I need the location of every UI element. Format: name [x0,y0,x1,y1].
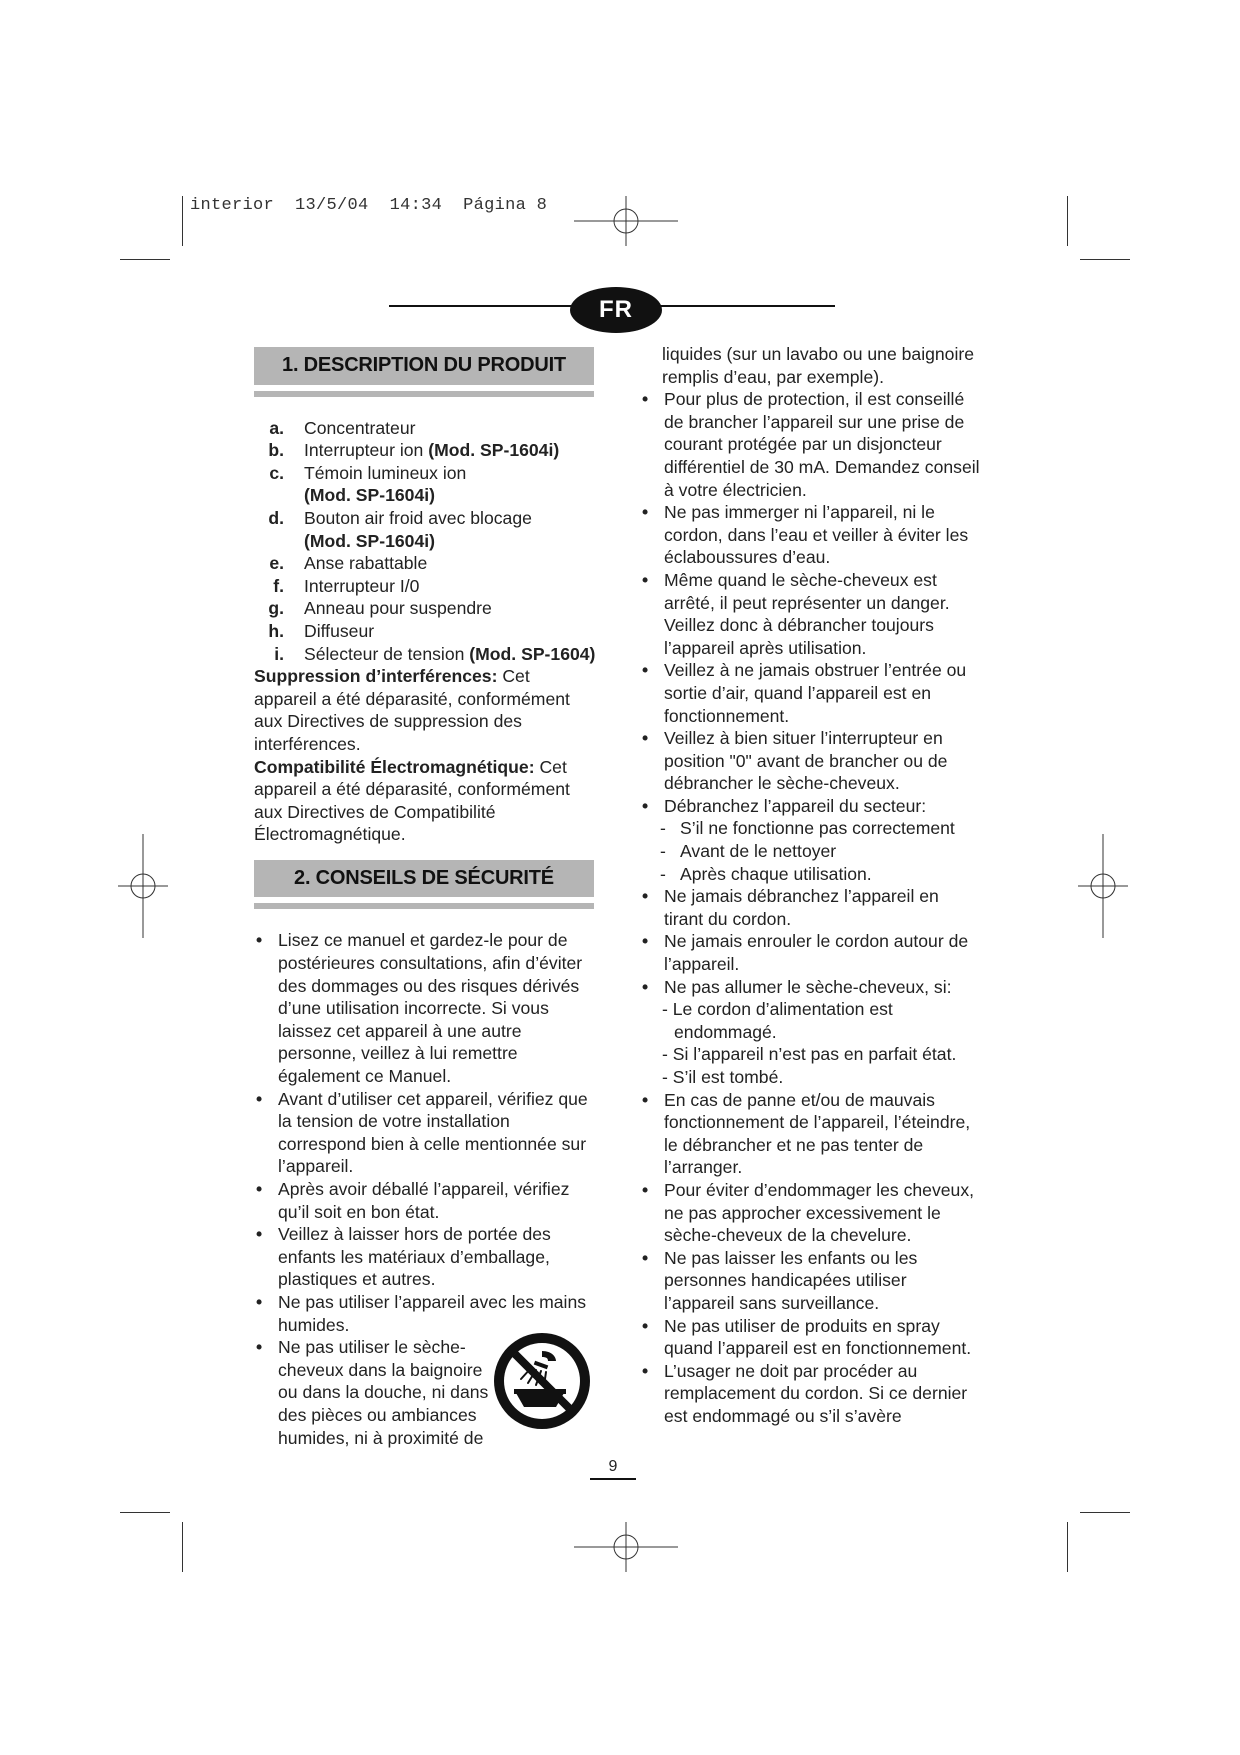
list-item: • Après avoir déballé l’appareil, vérifiez qu’il soit en bon état. [256,1179,570,1222]
list-item: a. Concentrateur [269,417,416,438]
registration-mark-icon [118,834,168,938]
safety-list-right [640,388,980,1427]
product-parts-list [254,417,594,666]
slug-file: interior [190,196,275,215]
list-item: • Veillez à bien situer l’interrupteur en position "0" avant de brancher ou de débrancher le sèche-cheveux. [642,728,948,794]
list-item: c. Témoin lumineux ion (Mod. SP-1604i) [269,462,467,506]
continuation-text: liquides (sur un lavabo ou une baignoire remplis d’eau, par exemple). [662,344,975,387]
interference-paragraph: Suppression d’interférences: Cet appareil a été déparasité, conformément aux Directives de suppression des interférences. [254,666,570,754]
list-item: - S’il ne fonctionne pas correctement [660,818,955,839]
list-item: • Ne pas laisser les enfants ou les personnes handicapées utiliser l’appareil sans surveillance. [642,1247,918,1313]
list-item: • Ne pas utiliser de produits en spray quand l’appareil est en fonctionnement. [642,1315,972,1359]
list-item: • Veillez à laisser hors de portée des enfants les matériaux d’emballage, plastiques et autres. [256,1224,551,1290]
page-number: 9 [590,1458,636,1480]
list-item: - S’il est tombé. [662,1067,784,1087]
list-item: • Lisez ce manuel et gardez-le pour de postérieures consultations, afin d’éviter des dommages ou des risques dérivés d’une utilisation incorrecte. Si vous laissez cet appareil à une autre personne, veillez à lui remettre également ce Manuel. [256,930,583,1087]
slug-page: Página 8 [463,196,548,215]
emc-paragraph: Compatibilité Électromagnétique: Cet appareil a été déparasité, conformément aux Directives de Compatibilité Électromagnétique. [254,756,570,845]
right-column [640,343,980,1428]
list-item: b. Interrupteur ion (Mod. SP-1604i) [268,440,560,461]
print-slug [190,196,547,215]
list-item: - Avant de le nettoyer [660,841,837,862]
slug-date: 13/5/04 [295,196,369,215]
list-item: • Avant d’utiliser cet appareil, vérifiez que la tension de votre installation correspond bien à celle mentionnée sur l’appareil. [256,1088,588,1177]
list-item: - Après chaque utilisation. [660,863,872,884]
crop-mark [1067,196,1068,246]
left-column [254,347,594,1449]
crop-mark [1080,259,1130,260]
list-item: - Si l’appareil n’est pas en parfait état. [662,1044,957,1065]
list-item: • Débranchez l’appareil du secteur: [642,795,927,816]
list-item: • Ne pas utiliser le sèche- cheveux dans la baignoire ou dans la douche, ni dans des pièces ou ambiances humides, ni à proximité de [256,1337,489,1448]
registration-mark-icon [574,196,678,246]
list-item: f. Interrupteur I/0 [273,575,420,596]
list-item: h. Diffuseur [268,620,375,641]
list-item: • L’usager ne doit par procéder au remplacement du cordon. Si ce dernier est endommagé ou s’il s’avère [642,1360,968,1426]
list-item: • Pour plus de protection, il est conseillé de brancher l’appareil sur une prise de courant protégée par un disjoncteur différentiel de 30 mA. Demandez conseil à votre électricien. [642,389,980,500]
list-item: • Ne pas utiliser l’appareil avec les mains humides. [256,1291,587,1335]
list-item: d. Bouton air froid avec blocage (Mod. SP-1604i) [268,507,532,551]
list-item: • Ne pas allumer le sèche-cheveux, si: [642,976,952,997]
section-heading-safety: 2. CONSEILS DE SÉCURITÉ [254,860,594,898]
crop-mark [120,259,170,260]
crop-mark [1080,1512,1130,1513]
section-heading-description: 1. DESCRIPTION DU PRODUIT [254,347,594,385]
slug-time: 14:34 [389,196,443,215]
crop-mark [1067,1522,1068,1572]
no-bath-shower-icon [494,1333,590,1429]
list-item: • Ne pas immerger ni l’appareil, ni le cordon, dans l’eau et veiller à éviter les éclaboussures d’eau. [642,502,969,568]
language-badge: FR [570,287,662,333]
list-item: • Ne jamais enrouler le cordon autour de l’appareil. [642,931,969,975]
list-item: g. Anneau pour suspendre [268,598,492,619]
crop-mark [182,196,183,246]
list-item: e. Anse rabattable [269,553,428,574]
list-item: • Ne jamais débranchez l’appareil en tirant du cordon. [642,886,939,929]
list-item: • Pour éviter d’endommager les cheveux, ne pas approcher excessivement le sèche-cheveux de la chevelure. [642,1179,975,1246]
list-item: i. Sélecteur de tension (Mod. SP-1604) [274,643,596,664]
list-item: • En cas de panne et/ou de mauvais fonctionnement de l’appareil, l’éteindre, le débrancher et ne pas tenter de l’arranger. [642,1089,971,1178]
list-item: - Le cordon d’alimentation est [662,999,893,1020]
crop-mark [120,1512,170,1513]
list-item: • Même quand le sèche-cheveux est arrêté, il peut représenter un danger. Veillez donc à débrancher toujours l’appareil après utilisation. [642,569,950,658]
list-item: endommagé. [674,1021,777,1042]
registration-mark-icon [574,1522,678,1572]
crop-mark [182,1522,183,1572]
list-item: • Veillez à ne jamais obstruer l’entrée ou sortie d’air, quand l’appareil est en fonctionnement. [642,660,967,726]
registration-mark-icon [1078,834,1128,938]
